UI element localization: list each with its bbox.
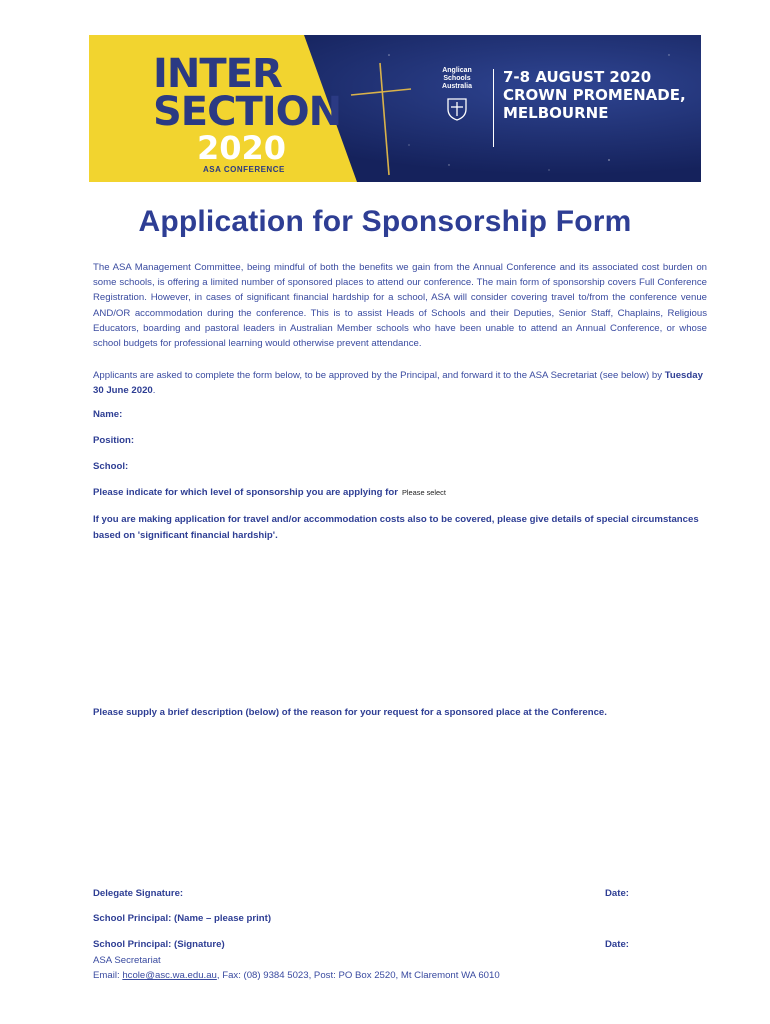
page-title: Application for Sponsorship Form	[138, 205, 632, 238]
intro-paragraph: The ASA Management Committee, being mindful of both the benefits we gain from the Annual Conference and its associated cost burden on some schools, is offering a limited number of sponsored places to attend our conference. The main form of sponsorship covers Full Conference Registration. However, in cases of significant financial hardship for a school, ASA will consider covering travel to/from the conference venue AND/OR accommodation during the conference. This is to assist Heads of Schools and their Deputies, Senior Staff, Chaplains, Religious Educators, boarding and pastoral leaders in Australian Member schools who have been unable to attend an Annual Conference, or whose school budgets for professional learning would otherwise prevent attendance.	[93, 262, 707, 350]
banner-subtitle: ASA CONFERENCE	[203, 165, 285, 174]
deadline-date: Tuesday 30 June 2020	[93, 370, 703, 397]
principal-signature-label: School Principal: (Signature)	[93, 939, 225, 950]
event-venue: CROWN PROMENADE,	[503, 86, 686, 104]
sponsorship-level-row	[93, 487, 446, 498]
crest-icon	[446, 97, 468, 121]
school-label: School:	[93, 461, 129, 472]
principal-name-label: School Principal: (Name – please print)	[93, 913, 272, 924]
delegate-signature-label: Delegate Signature:	[93, 888, 184, 899]
principal-date-label: Date:	[605, 939, 629, 950]
sponsorship-level-label: Please indicate for which level of sponsorship you are applying for	[93, 487, 398, 498]
banner-divider	[493, 69, 494, 147]
position-label: Position:	[93, 435, 135, 446]
event-city: MELBOURNE	[503, 104, 609, 122]
contact-details: Email: hcole@asc.wa.edu.au, Fax: (08) 9384 5023, Post: PO Box 2520, Mt Claremont WA 6010	[93, 970, 500, 981]
reason-label: Please supply a brief description (below) of the reason for your request for a sponsored place at the Conference.	[93, 707, 607, 718]
anglican-schools-australia-logo: Anglican Schools Australia	[429, 67, 485, 121]
event-details	[503, 68, 686, 122]
event-date: 7-8 AUGUST 2020	[503, 68, 652, 86]
secretariat-label: ASA Secretariat	[93, 955, 161, 966]
banner-year: 2020	[197, 129, 287, 167]
instructions-paragraph: Applicants are asked to complete the form below, to be approved by the Principal, and forward it to the ASA Secretariat (see below) by Tuesday 30 June 2020.	[93, 370, 703, 397]
delegate-date-label: Date:	[605, 888, 629, 899]
conference-banner	[89, 35, 701, 182]
name-label: Name:	[93, 409, 123, 420]
sponsorship-level-select[interactable]: Please select	[401, 488, 446, 497]
email-link[interactable]: hcole@asc.wa.edu.au	[122, 970, 217, 981]
banner-title: INTER SECTION	[153, 51, 342, 135]
travel-costs-label: If you are making application for travel and/or accommodation costs also to be covered, please give details of special circumstances based on 'significant financial hardship'.	[93, 514, 699, 541]
